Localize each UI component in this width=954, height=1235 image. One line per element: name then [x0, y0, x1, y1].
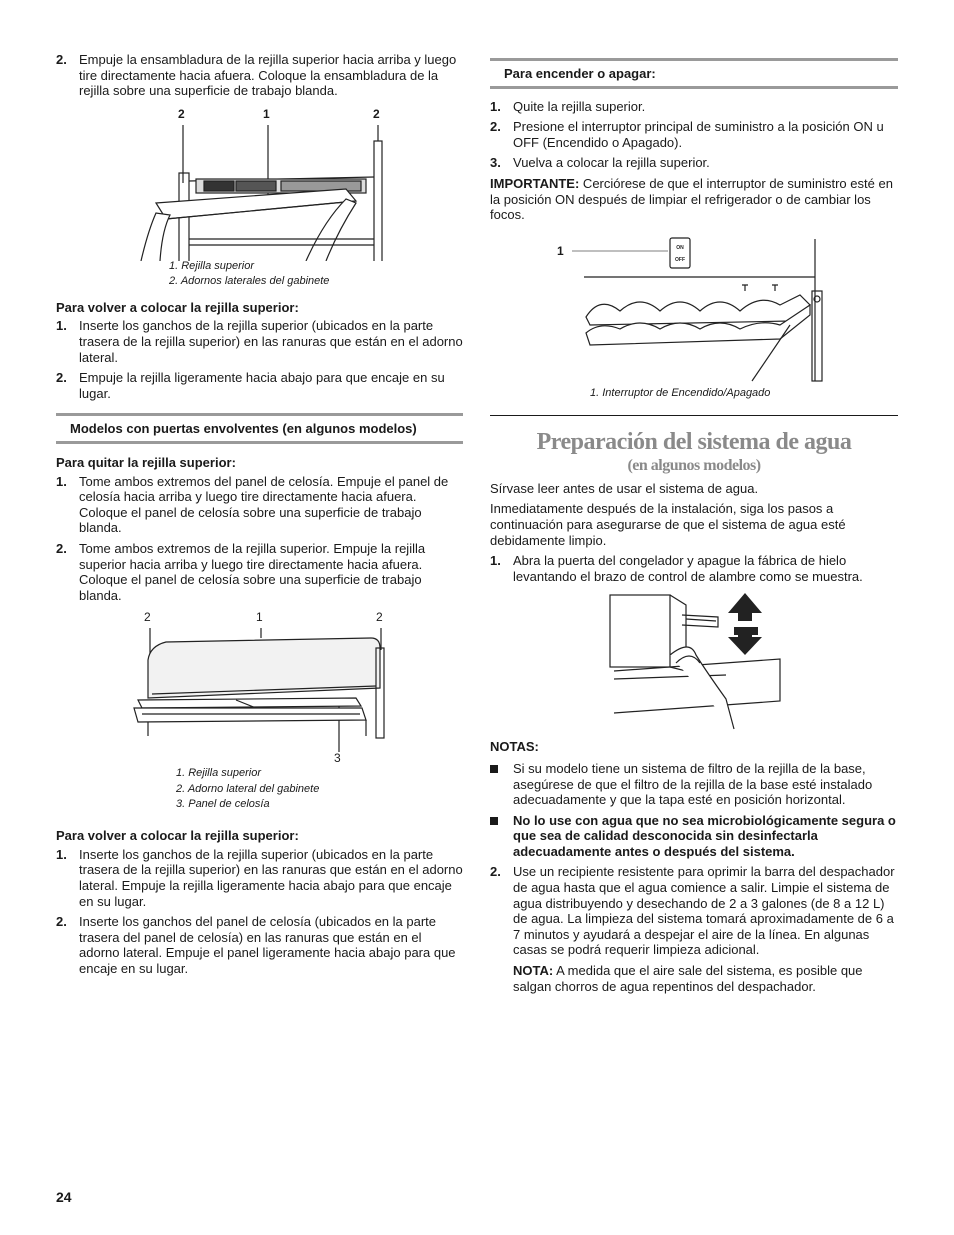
step-number: 1.: [490, 98, 501, 114]
step-text: Abra la puerta del congelador y apague la fábrica de hielo levantando el brazo de control de alambre como se muestra.: [513, 553, 863, 584]
grille-removal-illustration: [56, 121, 463, 261]
step-number: 2.: [56, 370, 67, 386]
step-text: Inserte los ganchos de la rejilla superior (ubicados en la parte trasera de la rejilla superior) en las ranuras que están en el adorno lateral.: [79, 318, 463, 365]
fig1-label-1: 1: [263, 106, 270, 121]
water-subtitle: (en algunos modelos): [627, 456, 761, 474]
replace2-step: [56, 914, 463, 976]
replace1-step: [56, 370, 463, 401]
replace-heading-1: Para volver a colocar la rejilla superior:: [56, 299, 299, 315]
remove-section: [56, 455, 463, 603]
bullet-square-icon: [490, 761, 513, 808]
wrap-doors-box-heading: Modelos con puertas envolventes (en algunos modelos): [56, 413, 463, 444]
step-number: 2.: [56, 540, 67, 556]
nota-label: NOTA:: [513, 963, 554, 979]
switch-off-text: OFF: [675, 256, 685, 263]
fig2-caption-3: 3. Panel de celosía: [176, 798, 270, 811]
note-text: No lo use con agua que no sea microbiológicamente segura o que sea de calidad desconocida sin desinfectarla adecuadamente antes o después del sistema.: [513, 812, 896, 859]
note-item: [490, 813, 898, 860]
replace2-step: [56, 847, 463, 909]
step-number: 2.: [490, 864, 501, 880]
step-text: Vuelva a colocar la rejilla superior.: [513, 155, 710, 171]
fig1-caption-2: 2. Adornos laterales del gabinete: [169, 275, 330, 288]
step-text: Presione el interruptor principal de suministro a la posición ON u OFF (Encendido o Apagado).: [513, 119, 884, 150]
power-steps: [490, 99, 898, 171]
step-number: 1.: [56, 846, 67, 862]
fig3-caption: 1. Interruptor de Encendido/Apagado: [590, 386, 771, 399]
fig2-caption-1: 1. Rejilla superior: [176, 767, 261, 780]
figure-grille-removal: [56, 105, 463, 291]
fig2-label-3: 3: [334, 751, 341, 766]
step-number: 2.: [56, 914, 67, 930]
intro-step: [56, 52, 463, 99]
step-number: 1.: [490, 553, 501, 569]
notes-heading: NOTAS:: [490, 739, 539, 755]
replace-section-2: [56, 828, 463, 976]
bullet-square-icon: [490, 813, 513, 860]
fig3-label-1: 1: [557, 243, 564, 258]
switch-on-text: ON: [676, 244, 684, 251]
step-number: 3.: [490, 155, 501, 171]
fig1-label-2b: 2: [373, 106, 380, 121]
icemaker-illustration: [490, 589, 898, 737]
figure-wrap-grille: [56, 608, 463, 820]
step-text: Tome ambos extremos de la rejilla superior. Empuje la rejilla superior hacia arriba y luego tire directamente hacia afuera. Coloque el panel de celosía sobre una superficie de trabajo blanda.: [79, 540, 426, 603]
important-note: [490, 176, 898, 223]
right-column: [490, 58, 898, 994]
replace-heading-2: Para volver a colocar la rejilla superior:: [56, 828, 299, 844]
fig2-label-2b: 2: [376, 610, 383, 625]
water-section: [490, 428, 898, 994]
fig2-label-1: 1: [256, 610, 263, 625]
replace1-step: [56, 318, 463, 365]
step-text: Empuje la ensambladura de la rejilla superior hacia arriba y luego tire directamente hacia afuera. Coloque la ensambladura de la rejilla sobre una superficie de trabajo blanda.: [79, 52, 457, 99]
step-text: Inserte los ganchos del panel de celosía (ubicados en la parte trasera del panel de celosía) en las ranuras que están en el adorno lateral. Empuje el panel ligeramente hacia abajo para que encaje en su lugar.: [79, 914, 456, 977]
nota-text: A medida que el aire sale del sistema, es posible que salgan chorros de agua repentinos del despachador.: [513, 963, 863, 994]
power-box-heading: Para encender o apagar:: [490, 58, 898, 89]
fig1-caption-1: 1. Rejilla superior: [169, 259, 254, 272]
step-text: Empuje la rejilla ligeramente hacia abajo para que encaje en su lugar.: [79, 370, 445, 401]
figure-icemaker-arm: [490, 589, 898, 739]
water-step-1: [490, 553, 898, 584]
figure-power-switch: [490, 235, 898, 411]
water-step-2: [490, 864, 898, 958]
water-paragraph-2: Inmediatamente después de la instalación, siga los pasos a continuación para asegurarse de que el sistema de agua esté debidamente limpio.: [490, 501, 846, 548]
important-text: Cerciórese de que el interruptor de suministro esté en la posición ON después de limpiar el refrigerador o de cambiar los focos.: [490, 175, 893, 223]
water-paragraph-1: Sírvase leer antes de usar el sistema de agua.: [490, 480, 759, 496]
power-step: [490, 99, 898, 115]
note-text: Si su modelo tiene un sistema de filtro de la rejilla de la base, asegúrese de que el filtro de la rejilla de la base esté instalado adecuadamente y que la tapa esté en posición horizontal.: [513, 760, 873, 808]
wrap-grille-illustration: [56, 624, 463, 754]
power-switch-illustration: [490, 235, 898, 385]
remove-step: [56, 474, 463, 536]
important-label: IMPORTANTE:: [490, 175, 580, 191]
step-text: Quite la rejilla superior.: [513, 98, 646, 114]
step-text: Tome ambos extremos del panel de celosía. Empuje el panel de celosía hacia arriba y luego tire directamente hacia afuera. Coloque el panel de celosía sobre una superficie de trabajo blanda.: [79, 473, 449, 536]
step-number: 2.: [56, 52, 67, 67]
step-number: 1.: [56, 318, 67, 334]
page-number: 24: [56, 1189, 72, 1205]
power-step: [490, 119, 898, 150]
remove-heading: Para quitar la rejilla superior:: [56, 454, 236, 470]
fig2-label-2a: 2: [144, 610, 151, 625]
remove-step: [56, 541, 463, 603]
step-text: Inserte los ganchos de la rejilla superior (ubicados en la parte trasera de la rejilla superior) en las ranuras que están en el adorno lateral. Empuje la rejilla ligeramente hacia abajo para que encaje en su lugar.: [79, 846, 463, 909]
step-number: 2.: [490, 119, 501, 135]
water-title: Preparación del sistema de agua: [536, 428, 852, 455]
fig1-label-2a: 2: [178, 106, 185, 121]
section-divider: [490, 415, 898, 416]
step-text: Use un recipiente resistente para oprimir la barra del despachador de agua hasta que el agua comience a salir. Limpie el sistema de agua distribuyendo y desechando de 2 a 3 galones (de 8 a 12 L) de agua. La limpieza del sistema tomará aproximadamente de 6 a 7 minutos y ayudará a despejar el aire de la línea. En algunas casas se podrá requerir limpieza adicional.: [513, 864, 895, 958]
power-step: [490, 155, 898, 171]
note-item: [490, 761, 898, 808]
step-number: 1.: [56, 473, 67, 489]
water-nota: [513, 963, 898, 994]
fig2-caption-2: 2. Adorno lateral del gabinete: [176, 782, 320, 795]
left-column: [56, 52, 463, 982]
replace-section-1: [56, 300, 463, 402]
